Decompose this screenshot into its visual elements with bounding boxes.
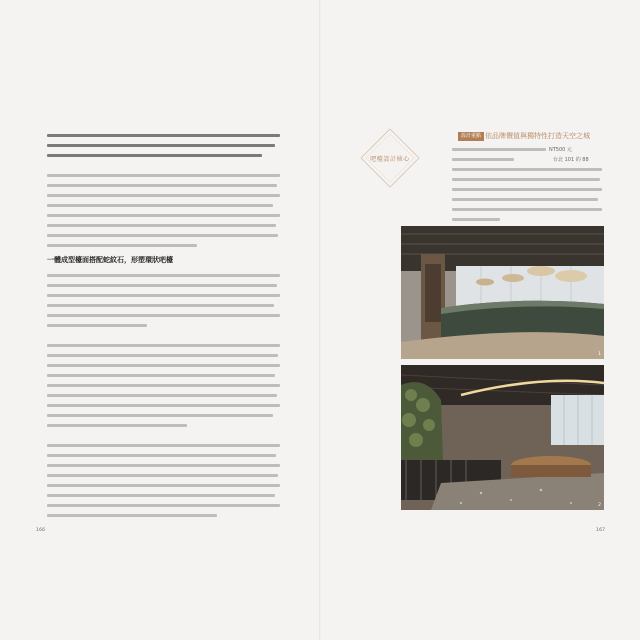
- text-line: [47, 344, 280, 347]
- text-line: [47, 304, 274, 307]
- text-line: [47, 514, 217, 517]
- seating-area-photo: [401, 365, 604, 510]
- text-line: [452, 158, 514, 161]
- text-line: [452, 198, 598, 201]
- right-section-heading: 依品牌價值與獨特性打造天空之城: [485, 132, 590, 140]
- photo-2-number: 2: [598, 503, 601, 508]
- text-line: [452, 148, 546, 151]
- text-line: [47, 364, 280, 367]
- text-line: [47, 184, 277, 187]
- page-number-right: 167: [596, 528, 606, 533]
- text-line: [452, 208, 602, 211]
- text-line: [47, 274, 280, 277]
- diamond-badge-label: 吧檯設計核心: [370, 156, 410, 163]
- photo-1-number: 1: [598, 352, 601, 357]
- text-line: [47, 424, 187, 427]
- text-line: [47, 354, 278, 357]
- text-line: [47, 204, 273, 207]
- text-line: [47, 444, 280, 447]
- text-line: [47, 294, 280, 297]
- text-line: [47, 474, 278, 477]
- text-line: [47, 244, 197, 247]
- text-line: [47, 194, 280, 197]
- text-line: [47, 324, 147, 327]
- text-line: [47, 394, 277, 397]
- text-line: [47, 234, 278, 237]
- text-line: [47, 154, 262, 157]
- visible-phrase-floor: 台北 101 的 88: [553, 157, 589, 163]
- text-line: [452, 188, 602, 191]
- text-line: [47, 144, 275, 147]
- text-line: [47, 484, 280, 487]
- cafe-counter-photo: [401, 226, 604, 359]
- text-line: [452, 168, 602, 171]
- text-line: [47, 284, 277, 287]
- text-line: [47, 454, 276, 457]
- design-point-tag: 設計重點: [458, 132, 484, 141]
- page-number-left: 166: [36, 528, 46, 533]
- text-line: [47, 134, 280, 137]
- text-line: [47, 214, 280, 217]
- text-line: [47, 224, 276, 227]
- visible-phrase-price: NT500 元: [549, 147, 572, 153]
- book-gutter: [319, 0, 321, 640]
- text-line: [47, 414, 273, 417]
- text-line: [47, 494, 275, 497]
- text-line: [452, 178, 600, 181]
- section-heading: 一體成型檯面搭配蛇紋石，形塑環狀吧檯: [47, 256, 173, 264]
- text-line: [47, 464, 280, 467]
- text-line: [47, 374, 275, 377]
- text-line: [47, 174, 280, 177]
- text-line: [452, 218, 500, 221]
- text-line: [47, 504, 280, 507]
- text-line: [47, 384, 280, 387]
- text-line: [47, 404, 280, 407]
- text-line: [47, 314, 280, 317]
